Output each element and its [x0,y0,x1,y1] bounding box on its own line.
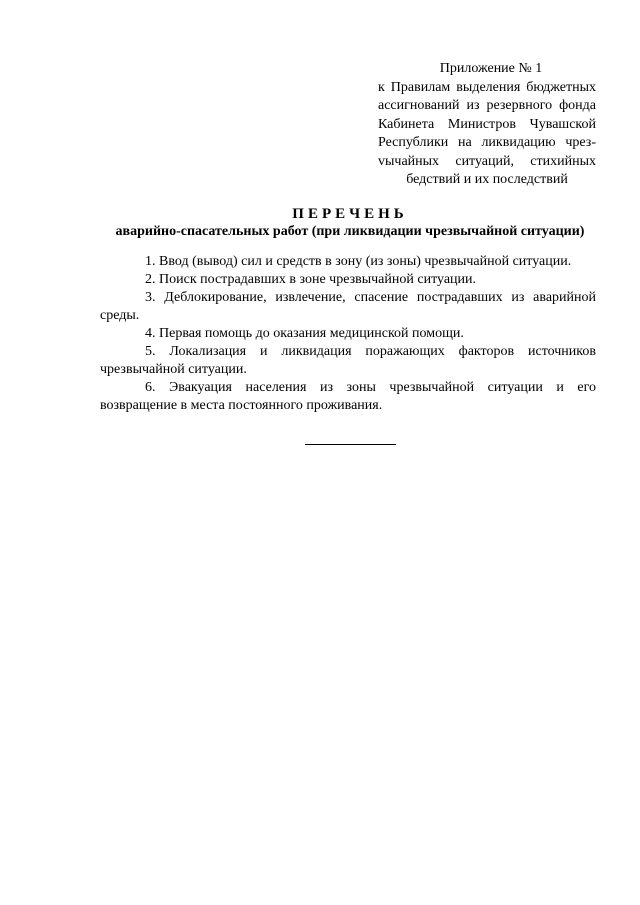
appendix-body: к Правилам выделения бюджетных ассигнований из резервного фонда Кабинета Министров Чувашской Республики на ликвидацию чрезvычайных ситуаций, стихийных бедствий и их последствий [378,79,596,187]
list-item: 3. Деблокирование, извлечение, спасение пострадавших из аварийной среды. [100,290,596,323]
list-item: 5. Локализация и ликвидация поражающих факторов источников чрезвычайной ситуации. [100,344,596,377]
appendix-title: Приложение № 1 [439,61,543,76]
document-title: ПЕРЕЧЕНЬ [292,206,408,222]
appendix-note [378,60,596,190]
work-list [100,253,596,415]
list-item: 4. Первая помощь до оказания медицинской помощи. [145,326,464,341]
list-item: 6. Эвакуация населения из зоны чрезвычайной ситуации и его возвращение в места постоянного проживания. [100,380,596,413]
end-divider [305,444,396,445]
list-item: 1. Ввод (вывод) сил и средств в зону (из зоны) чрезвычайной ситуации. [145,254,572,269]
document-heading [100,205,600,241]
document-subtitle: аварийно-спасательных работ (при ликвидации чрезвычайной ситуации) [115,224,585,239]
list-item: 2. Поиск пострадавших в зоне чрезвычайной ситуации. [145,272,477,287]
